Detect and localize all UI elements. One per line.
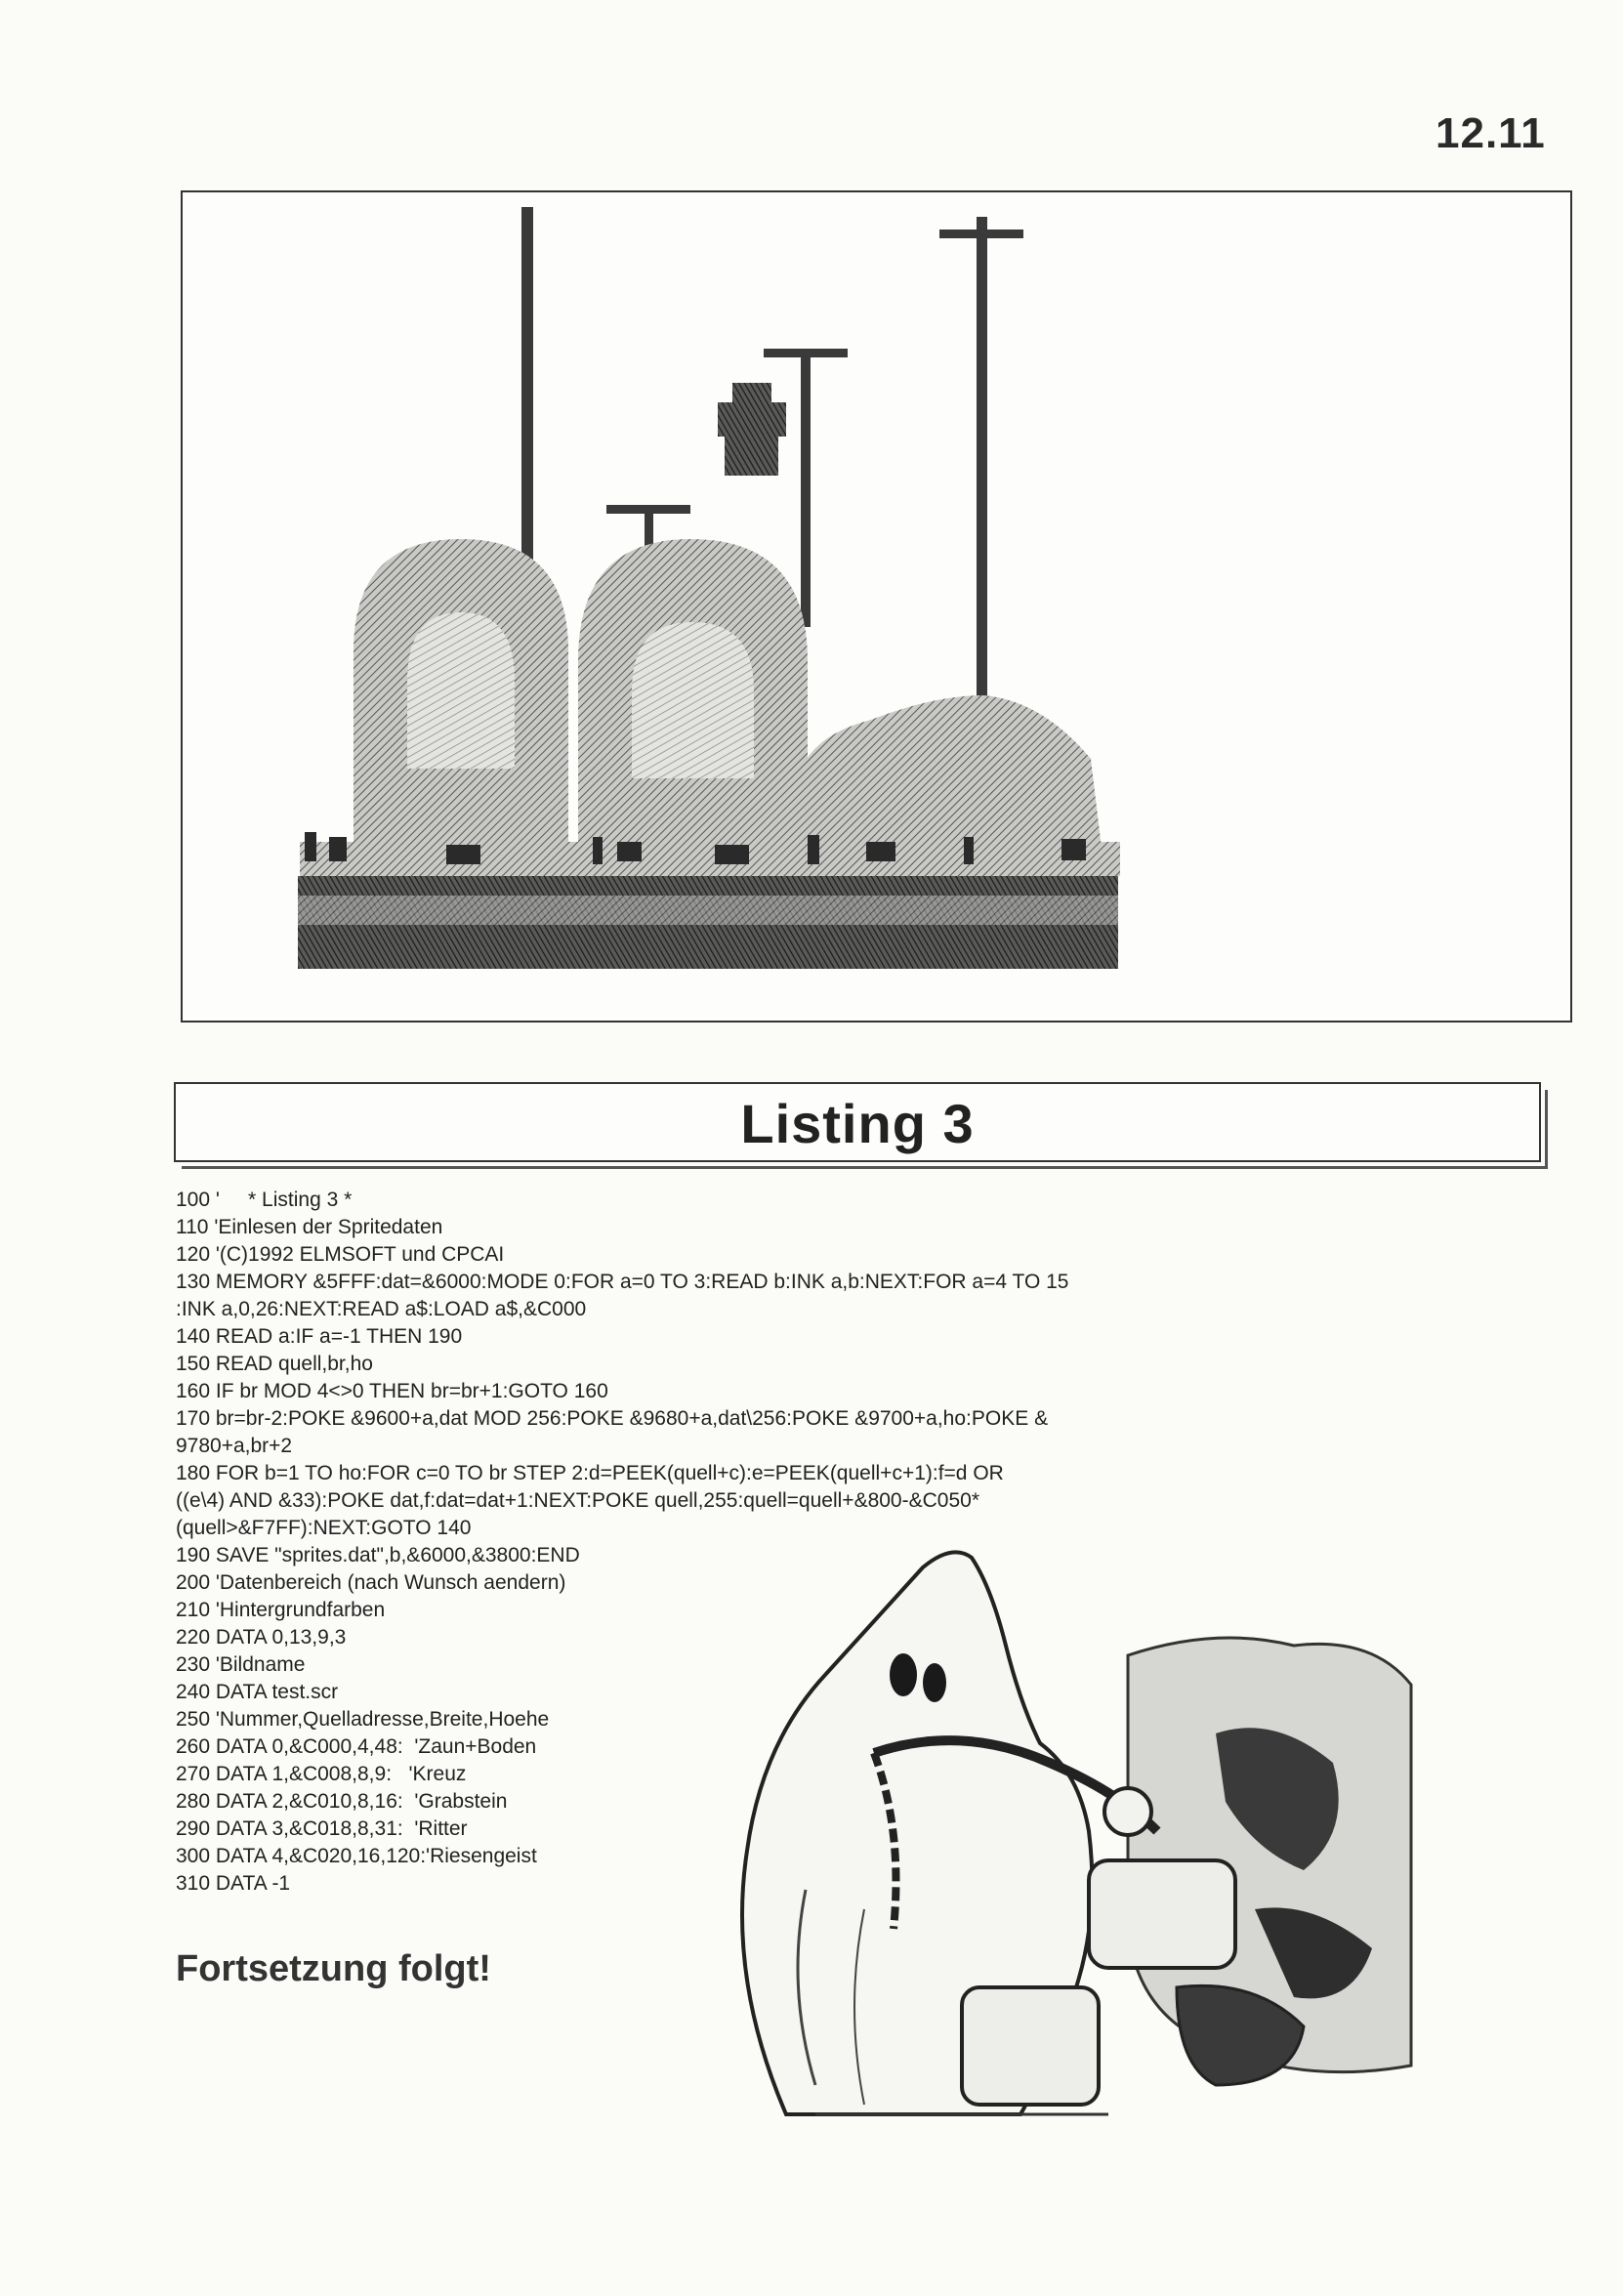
- graveyard-screenshot: [181, 190, 1572, 1023]
- code-line: 110 'Einlesen der Spritedaten: [176, 1216, 443, 1238]
- code-line: 160 IF br MOD 4<>0 THEN br=br+1:GOTO 160: [176, 1380, 608, 1402]
- code-line: 190 SAVE "sprites.dat",b,&6000,&3800:END: [176, 1544, 580, 1566]
- continued-note: Fortsetzung folgt!: [176, 1948, 491, 1989]
- code-line: 100 ' * Listing 3 *: [176, 1189, 353, 1211]
- code-line: 260 DATA 0,&C000,4,48: 'Zaun+Boden: [176, 1735, 537, 1758]
- code-line: 120 '(C)1992 ELMSOFT und CPCAI: [176, 1243, 505, 1266]
- code-line: 140 READ a:IF a=-1 THEN 190: [176, 1325, 463, 1348]
- code-line: 180 FOR b=1 TO ho:FOR c=0 TO br STEP 2:d=PEEK(quell+c):e=PEEK(quell+c+1):f=d OR: [176, 1462, 1004, 1484]
- code-line: 270 DATA 1,&C008,8,9: 'Kreuz: [176, 1763, 467, 1785]
- code-line: 240 DATA test.scr: [176, 1681, 339, 1703]
- graveyard-pixel-art-icon: [183, 192, 1570, 1021]
- code-line: 290 DATA 3,&C018,8,31: 'Ritter: [176, 1817, 468, 1840]
- code-line: 200 'Datenbereich (nach Wunsch aendern): [176, 1571, 566, 1594]
- code-line: 150 READ quell,br,ho: [176, 1353, 373, 1375]
- page-number: 12.11: [1436, 109, 1546, 157]
- code-line: 9780+a,br+2: [176, 1435, 293, 1457]
- ghost-illustration-icon: [669, 1538, 1548, 2144]
- code-line: 250 'Nummer,Quelladresse,Breite,Hoehe: [176, 1708, 550, 1731]
- code-line: 130 MEMORY &5FFF:dat=&6000:MODE 0:FOR a=0 TO 3:READ b:INK a,b:NEXT:FOR a=4 TO 15: [176, 1271, 1069, 1293]
- code-line: 170 br=br-2:POKE &9600+a,dat MOD 256:POKE &9680+a,dat\256:POKE &9700+a,ho:POKE &: [176, 1407, 1049, 1430]
- code-line: :INK a,0,26:NEXT:READ a$:LOAD a$,&C000: [176, 1298, 587, 1320]
- code-line: 230 'Bildname: [176, 1653, 306, 1676]
- code-line: 300 DATA 4,&C020,16,120:'Riesengeist: [176, 1845, 537, 1867]
- code-line: 210 'Hintergrundfarben: [176, 1599, 386, 1621]
- code-line: 220 DATA 0,13,9,3: [176, 1626, 347, 1649]
- code-line: ((e\4) AND &33):POKE dat,f:dat=dat+1:NEXT:POKE quell,255:quell=quell+&800-&C050*: [176, 1489, 979, 1512]
- listing-header: [174, 1082, 1541, 1162]
- code-line: 280 DATA 2,&C010,8,16: 'Grabstein: [176, 1790, 508, 1813]
- listing-title: Listing 3: [740, 1093, 975, 1154]
- code-line: (quell>&F7FF):NEXT:GOTO 140: [176, 1517, 472, 1539]
- code-line: 310 DATA -1: [176, 1872, 291, 1895]
